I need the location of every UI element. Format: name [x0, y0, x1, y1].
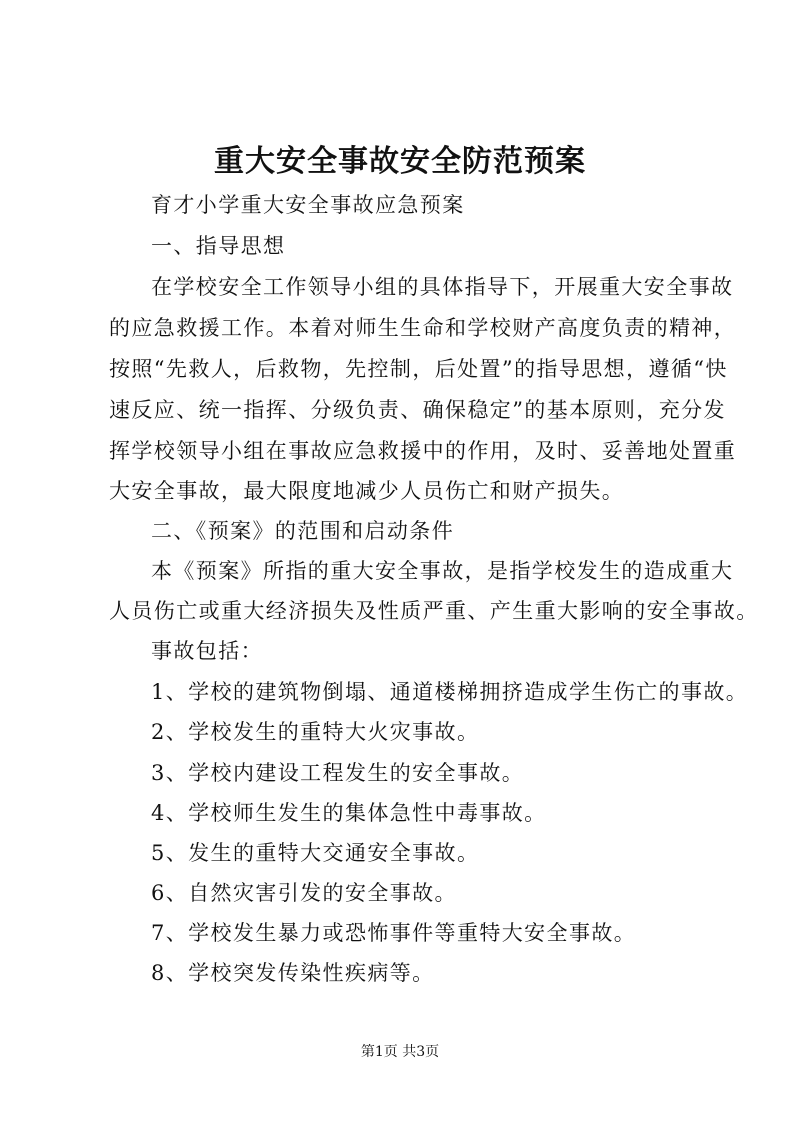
list-item: 4、学校师生发生的集体急性中毒事故。: [151, 801, 547, 825]
document-title: 重大安全事故安全防范预案: [214, 144, 586, 179]
list-intro: 事故包括：: [151, 639, 263, 663]
section-heading-scope: 二、《预案》的范围和启动条件: [151, 519, 455, 543]
paragraph-line: 的应急救援工作。本着对师生生命和学校财产高度负责的精神，: [109, 316, 737, 340]
section-heading-guiding-ideology: 一、指导思想: [151, 234, 286, 258]
paragraph-line: 速反应、统一指挥、分级负责、确保稳定”的基本原则，充分发: [109, 398, 726, 422]
paragraph-line: 按照“先救人，后救物，先控制，后处置”的指导思想，遵循“快: [109, 357, 728, 381]
list-item: 1、学校的建筑物倒塌、通道楼梯拥挤造成学生伤亡的事故。: [151, 680, 749, 704]
list-item: 5、发生的重特大交通安全事故。: [151, 841, 480, 865]
paragraph-line: 大安全事故，最大限度地减少人员伤亡和财产损失。: [109, 479, 625, 503]
paragraph-line: 在学校安全工作领导小组的具体指导下，开展重大安全事故: [151, 275, 734, 299]
paragraph-line: 人员伤亡或重大经济损失及性质严重、产生重大影响的安全事故。: [109, 599, 759, 623]
paragraph-line: 本《预案》所指的重大安全事故，是指学校发生的造成重大: [151, 559, 734, 583]
list-item: 6、自然灾害引发的安全事故。: [151, 881, 457, 905]
list-item: 8、学校突发传染性疾病等。: [151, 961, 435, 985]
page-footer: 第1页 共3页: [360, 1044, 440, 1060]
paragraph-line: 挥学校领导小组在事故应急救援中的作用，及时、妥善地处置重: [109, 439, 737, 463]
list-item: 2、学校发生的重特大火灾事故。: [151, 720, 480, 744]
subtitle-line: 育才小学重大安全事故应急预案: [151, 193, 465, 217]
list-item: 3、学校内建设工程发生的安全事故。: [151, 761, 525, 785]
list-item: 7、学校发生暴力或恐怖事件等重特大安全事故。: [151, 921, 637, 945]
